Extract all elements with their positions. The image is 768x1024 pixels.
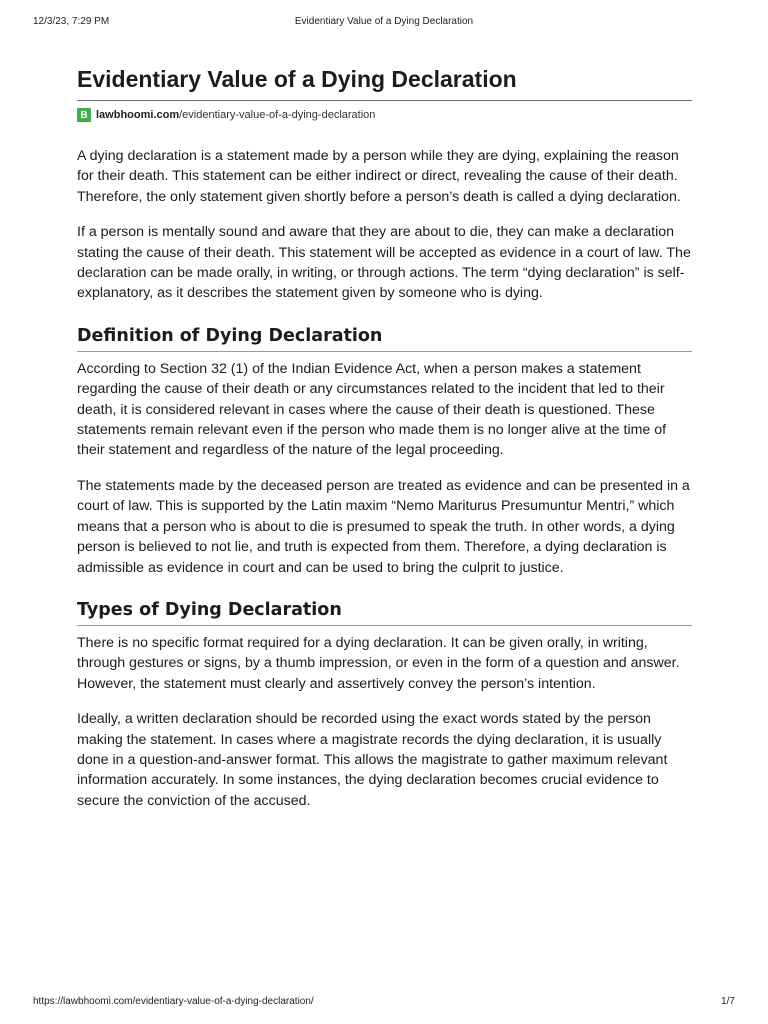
- source-path[interactable]: /evidentiary-value-of-a-dying-declaration: [179, 109, 376, 121]
- section-paragraph: The statements made by the deceased person are treated as evidence and can be presented in a court of law. This is supported by the Latin maxim “Nemo Mariturus Presumuntur Mentri,” which means that a person who is about to die is presumed to speak the truth. In other words, a dying person is believed to not lie, and truth is expected from them. Therefore, a dying declaration is admissible as evidence in court and can be used to bring the culprit to justice.: [77, 477, 690, 576]
- page-number: 1/7: [721, 996, 735, 1007]
- article-title: Evidentiary Value of a Dying Declaration: [77, 64, 692, 101]
- source-domain[interactable]: lawbhoomi.com: [96, 109, 180, 121]
- section-heading-types: Types of Dying Declaration: [77, 598, 692, 626]
- article-source: [77, 107, 692, 123]
- intro-paragraph: If a person is mentally sound and aware that they are about to die, they can make a declaration stating the cause of their death. This statement will be accepted as evidence in a court of law. The declaration can be made orally, in writing, or through actions. The term “dying declaration” is self-explanatory, as it describes the statement given by someone who is dying.: [77, 224, 691, 302]
- section-paragraph: Ideally, a written declaration should be recorded using the exact words stated by the person making the statement. In cases where a magistrate records the dying declaration, it is usually done in a question-and-answer format. This allows the magistrate to gather maximum relevant information accurately. In some instances, the dying declaration becomes crucial evidence to secure the conviction of the accused.: [77, 711, 668, 809]
- print-footer: [33, 996, 735, 1010]
- print-url[interactable]: https://lawbhoomi.com/evidentiary-value-of-a-dying-declaration/: [33, 996, 314, 1007]
- article: [77, 64, 692, 811]
- section-paragraph: According to Section 32 (1) of the Indian Evidence Act, when a person makes a statement regarding the cause of their death or any circumstances related to the incident that led to their death, it is considered relevant in cases where the cause of their death is questioned. These statements remain relevant even if the person who made them is no longer alive at the time of their statement and regardless of the nature of the legal proceeding.: [77, 360, 667, 459]
- lawbhoomi-logo-icon: B: [77, 108, 91, 122]
- section-paragraph: There is no specific format required for a dying declaration. It can be given orally, in writing, through gestures or signs, by a thumb impression, or even in the form of a question and answer. However, the statement must clearly and assertively convey the person’s intention.: [77, 634, 680, 692]
- print-doc-title: Evidentiary Value of a Dying Declaration: [294, 16, 474, 27]
- intro-paragraph: A dying declaration is a statement made by a person while they are dying, explaining the reason for their death. This statement can be either indirect or direct, revealing the cause of their death. Therefore, the only statement given shortly before a person’s death is called a dying declaration.: [77, 148, 681, 205]
- section-heading-definition: Definition of Dying Declaration: [77, 324, 692, 352]
- print-header: [33, 16, 735, 30]
- print-date: 12/3/23, 7:29 PM: [33, 16, 110, 27]
